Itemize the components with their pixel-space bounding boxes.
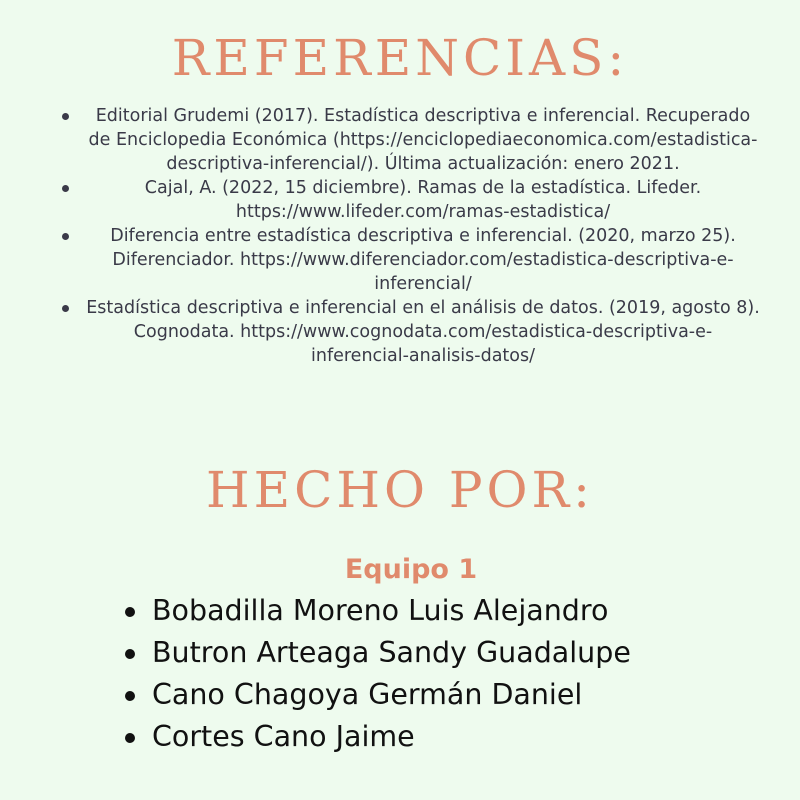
reference-item	[60, 296, 760, 368]
member-name: Cortes Cano Jaime	[152, 720, 415, 753]
reference-item	[60, 104, 760, 176]
reference-text: Estadística descriptiva e inferencial en el análisis de datos. (2019, agosto 8). Cognodata. https://www.cognodata.com/estadistica-descriptiva-e-inferencial-analisis-datos/	[86, 298, 760, 366]
bullet-icon	[62, 305, 69, 312]
references-title: REFERENCIAS:	[171, 29, 629, 87]
bullet-icon	[125, 649, 135, 659]
member-name: Cano Chagoya Germán Daniel	[152, 678, 583, 711]
reference-text: Diferencia entre estadística descriptiva e inferencial. (2020, marzo 25). Diferenciador. https://www.diferenciador.com/estadistica-descriptiva-e-inferencial/	[110, 226, 736, 294]
reference-text: Cajal, A. (2022, 15 diciembre). Ramas de la estadística. Lifeder. https://www.lifeder.com/ramas-estadistica/	[144, 178, 702, 222]
member-item	[122, 674, 631, 716]
bullet-icon	[62, 113, 69, 120]
members-list	[122, 590, 631, 758]
bullet-icon	[62, 185, 69, 192]
references-list	[60, 104, 760, 368]
bullet-icon	[125, 691, 135, 701]
member-item	[122, 632, 631, 674]
member-name: Butron Arteaga Sandy Guadalupe	[152, 636, 631, 669]
team-label: Equipo 1	[344, 554, 478, 585]
bullet-icon	[125, 607, 135, 617]
member-item	[122, 590, 631, 632]
member-name: Bobadilla Moreno Luis Alejandro	[152, 594, 609, 627]
reference-item	[60, 224, 760, 296]
reference-text: Editorial Grudemi (2017). Estadística descriptiva e inferencial. Recuperado de Enciclopedia Económica (https://enciclopediaeconomica.com/estadistica-descriptiva-inferencial/). Última actualización: enero 2021.	[88, 106, 758, 174]
bullet-icon	[125, 733, 135, 743]
member-item	[122, 716, 631, 758]
reference-item	[60, 176, 760, 224]
bullet-icon	[62, 233, 69, 240]
made-by-title: HECHO POR:	[206, 461, 594, 519]
